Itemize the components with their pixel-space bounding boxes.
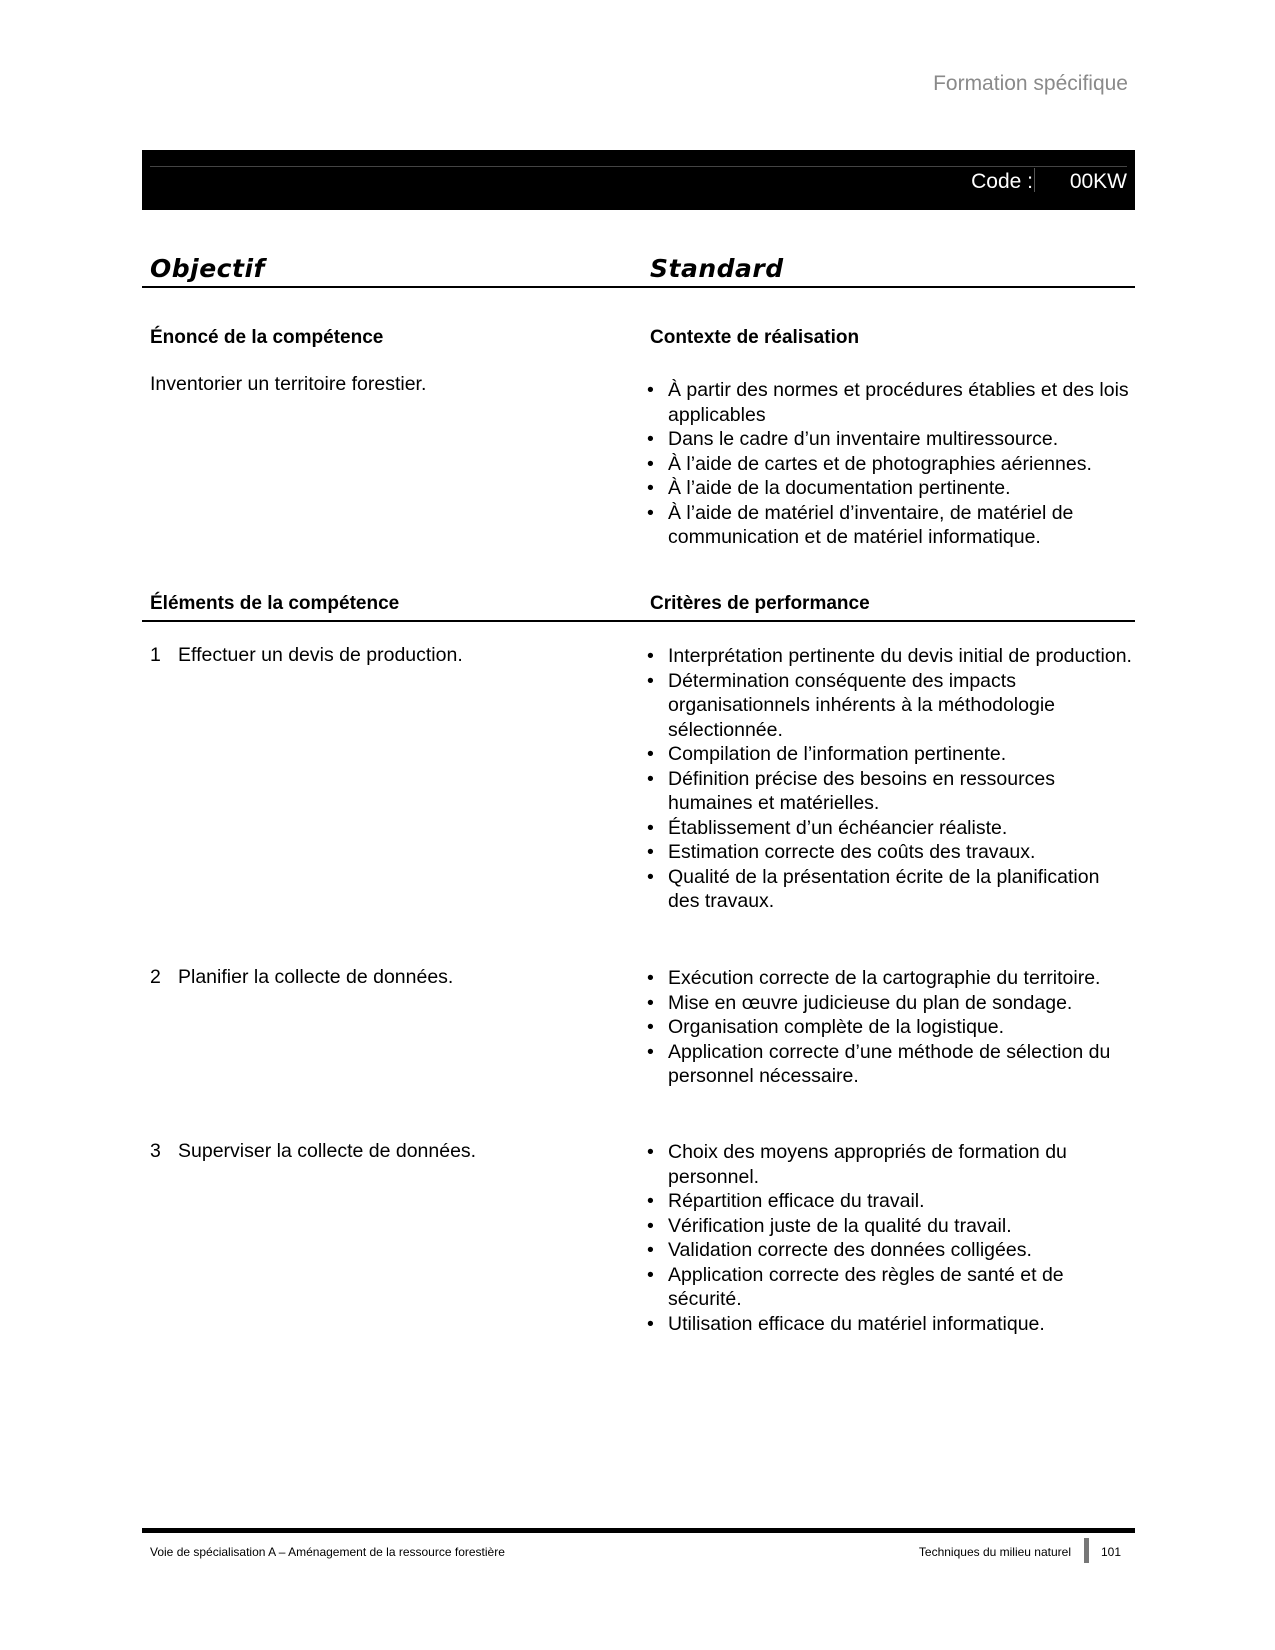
running-header: Formation spécifique [933,72,1128,95]
list-item: • Mise en œuvre judicieuse du plan de sondage. [644,991,1134,1016]
elements-header [142,590,1135,622]
code-label: Code : [971,170,1033,193]
list-item: • Application correcte d’une méthode de sélection du personnel nécessaire. [644,1040,1134,1089]
list-item: • Établissement d’un échéancier réaliste. [644,816,1134,841]
element-number: 1 [150,644,161,666]
list-item: • Dans le cadre d’un inventaire multiressource. [644,427,1134,452]
list-item: • À partir des normes et procédures établies et des lois applicables [644,378,1134,427]
element-2 [150,965,453,990]
footer-title: Techniques du milieu naturel [918,1545,1071,1559]
list-item: • Utilisation efficace du matériel informatique. [644,1312,1134,1337]
list-item: • Répartition efficace du travail. [644,1189,1134,1214]
list-item: • Qualité de la présentation écrite de la planification des travaux. [644,865,1134,914]
criteria-list-2 [644,966,1134,1089]
list-item: • Organisation complète de la logistique. [644,1015,1134,1040]
footer-rule [142,1528,1135,1533]
objective-title: Objectif [150,254,265,283]
list-item: • Vérification juste de la qualité du travail. [644,1214,1134,1239]
element-label: Planifier la collecte de données. [178,966,454,988]
element-label: Superviser la collecte de données. [178,1140,477,1162]
objective-standard-header [142,250,1135,288]
criteria-list-1 [644,644,1134,914]
code-bar [142,150,1135,210]
footer-program: Voie de spécialisation A – Aménagement de la ressource forestière [150,1545,505,1559]
footer-separator [1084,1538,1089,1563]
list-item: • Compilation de l’information pertinente. [644,742,1134,767]
code-bar-rule [150,166,1127,167]
criteria-heading: Critères de performance [650,593,870,614]
element-number: 2 [150,966,161,988]
list-item: • Détermination conséquente des impacts organisationnels inhérents à la méthodologie sélectionnée. [644,669,1134,743]
element-number: 3 [150,1140,161,1162]
list-item: • À l’aide de cartes et de photographies aériennes. [644,452,1134,477]
code-separator [1034,168,1035,192]
list-item: • Interprétation pertinente du devis initial de production. [644,644,1134,669]
context-list [644,378,1134,550]
standard-title: Standard [650,254,784,283]
list-item: • Validation correcte des données colligées. [644,1238,1134,1263]
list-item: • À l’aide de matériel d’inventaire, de matériel de communication et de matériel informatique. [644,501,1134,550]
context-heading: Contexte de réalisation [650,327,860,348]
list-item: • Définition précise des besoins en ressources humaines et matérielles. [644,767,1134,816]
list-item: • Choix des moyens appropriés de formation du personnel. [644,1140,1134,1189]
elements-heading: Éléments de la compétence [150,593,400,614]
competence-text: Inventorier un territoire forestier. [150,373,427,395]
list-item: • Exécution correcte de la cartographie du territoire. [644,966,1134,991]
list-item: • Application correcte des règles de santé et de sécurité. [644,1263,1134,1312]
page-number: 101 [1101,1545,1122,1559]
code-value: 00KW [1069,170,1127,193]
element-label: Effectuer un devis de production. [178,644,463,666]
criteria-list-3 [644,1140,1134,1336]
element-3 [150,1139,476,1164]
list-item: • À l’aide de la documentation pertinente. [644,476,1134,501]
list-item: • Estimation correcte des coûts des travaux. [644,840,1134,865]
competence-heading: Énoncé de la compétence [150,327,384,348]
element-1 [150,643,463,668]
